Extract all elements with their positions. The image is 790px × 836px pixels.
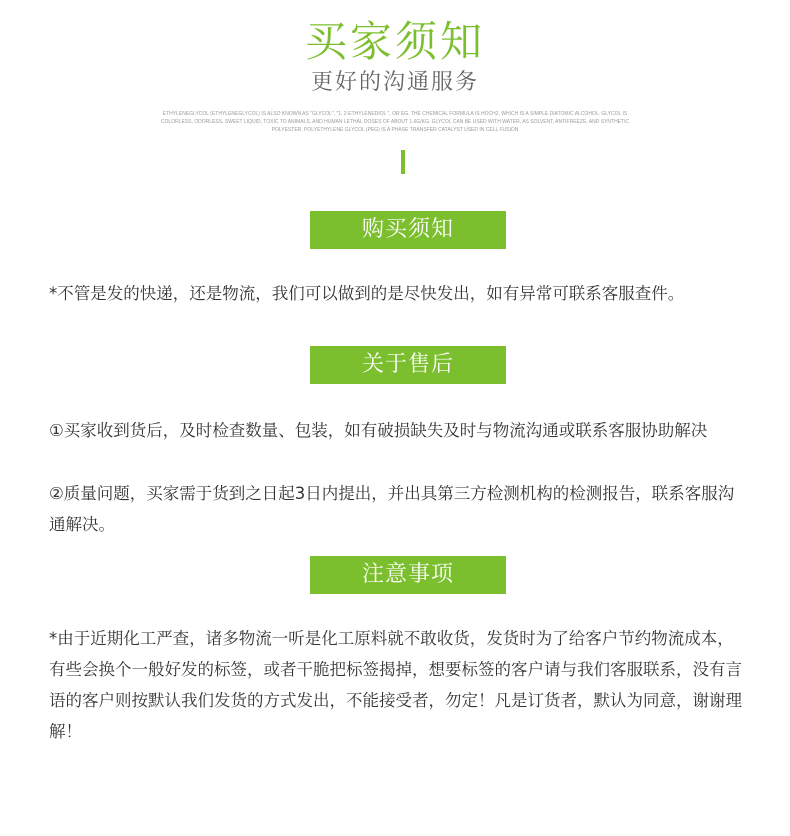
after-sales-item-1: ①买家收到货后，及时检查数量、包装，如有破损缺失及时与物流沟通或联系客服协助解决 bbox=[49, 421, 708, 440]
section-heading-after-sales: 关于售后 bbox=[310, 346, 506, 384]
header-divider-bar bbox=[401, 150, 405, 174]
page-subtitle: 更好的沟通服务 bbox=[310, 70, 479, 95]
notes-text: *由于近期化工严查，诸多物流一听是化工原料就不敢收货，发货时为了给客户节约物流成本，有些会换个一般好发的标签，或者干脆把标签揭掉，想要标签的客户请与我们客服联系，没有言语的客户则按默认我们发货的方式发出，不能接受者，勿定！凡是订货者，默认为同意，谢谢理解！ bbox=[49, 629, 742, 741]
page-title: 买家须知 bbox=[304, 17, 485, 66]
section-heading-notes: 注意事项 bbox=[310, 556, 506, 594]
purchase-notice-text: *不管是发的快递，还是物流，我们可以做到的是尽快发出，如有异常可联系客服查件。 bbox=[49, 284, 685, 303]
after-sales-item-2: ②质量问题，买家需于货到之日起3日内提出，并出具第三方检测机构的检测报告，联系客服沟通解决。 bbox=[49, 484, 735, 534]
section-heading-purchase-notice: 购买须知 bbox=[310, 211, 506, 249]
header-smallprint: ETHYLENEGLYCOL (ETHYLENEGLYCOL) IS ALSO KNOWN AS "GLYCOL", "1, 2-ETHYLENEDIOL ", OR EG. THE CHEMICAL FORMULA IS HOCH2, WHICH IS A SIMPLE DIATOMIC ALCOHOL. GLYCOL IS COLORLESS, ODORLESS, SWEET LIQUID, TOXIC TO ANIMALS, AND HUMAN LETHAL DOSES OF ABOUT 1.6G/KG. GLYCOL CAN BE USED WITH WATER, AS SOLVENT, ANTIFREEZE, AND SYNTHETIC POLYESTER. POLYETHYLENE GLYCOL (PEG) IS A PHASE TRANSFER CATALYST USED IN CELL FUSION bbox=[160, 111, 630, 133]
